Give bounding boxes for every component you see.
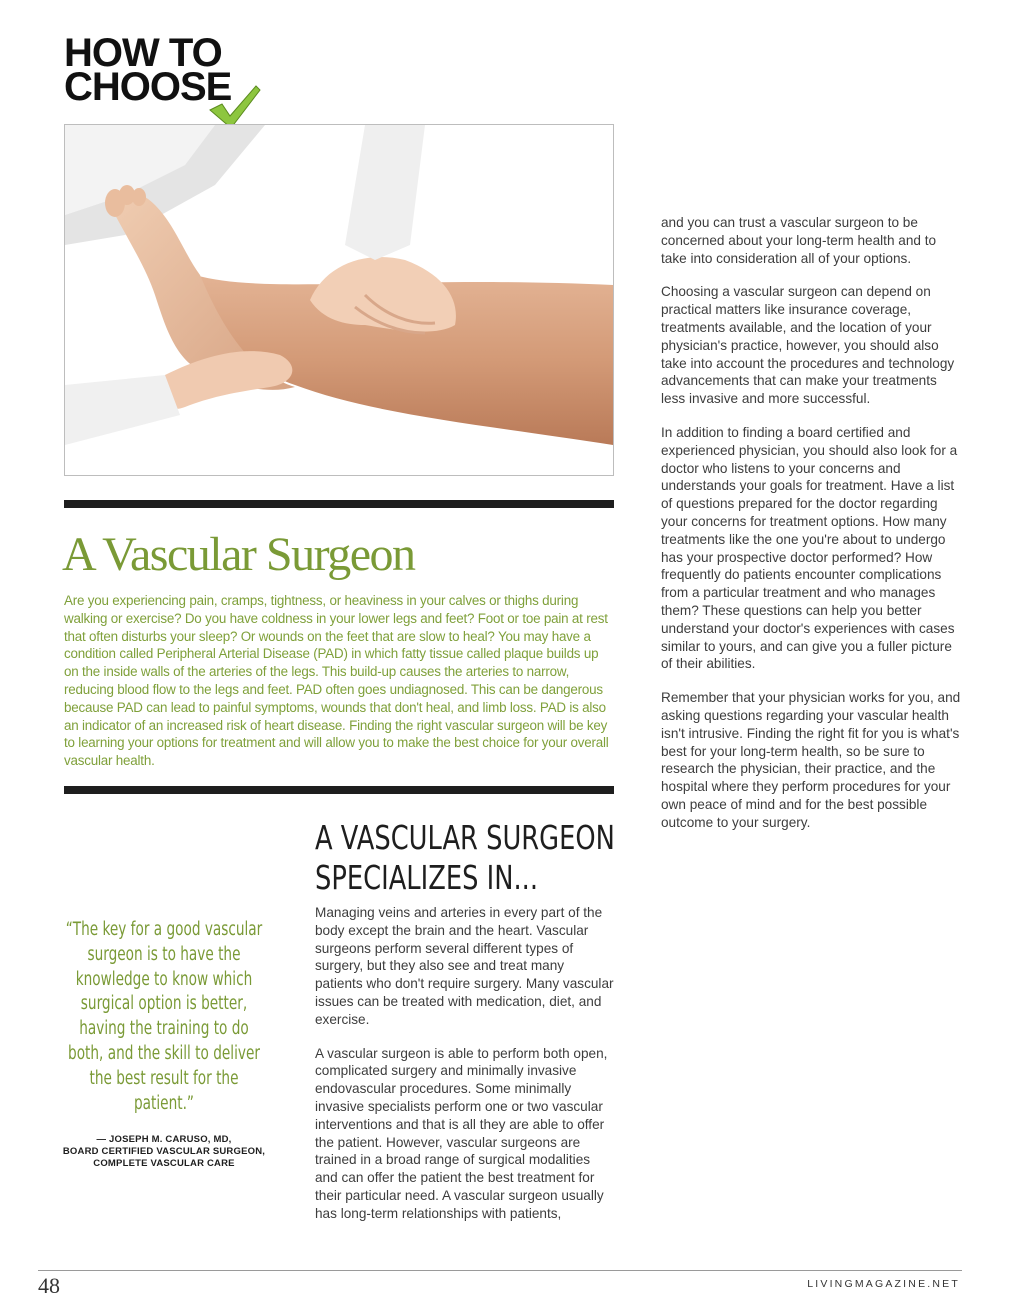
intro-paragraph: Are you experiencing pain, cramps, tightness, or heaviness in your calves or thighs during walking or exercise? Do you have coldness in your lower legs and feet? Foot or toe pain at rest that often disturbs your sleep? Or wounds on the feet that are slow to heal? You may have a condition called Peripheral Arterial Disease (PAD) in which fatty tissue called plaque builds up on the inside walls of the arteries of the legs. This build-up causes the arteries to narrow, reducing blood flow to the legs and feet. PAD often goes undiagnosed. This can be dangerous because PAD can lead to painful symptoms, wounds that don't heal, and limb loss. PAD is also an indicator of an increased risk of heart disease. Finding the right vascular surgeon will be key to learning your options for treatment and will allow you to make the best choice for your overall vascular health. <box>64 593 609 769</box>
photo-illustration <box>65 125 613 475</box>
bottom-divider <box>64 786 614 794</box>
site-url[interactable]: LIVINGMAGAZINE.NET <box>807 1278 960 1290</box>
body-paragraph: Remember that your physician works for you, and asking questions regarding your vascular health isn't intrusive. Finding the right fit for you is what's best for your long-term health, so be sure to research the physician, their practice, and the hospital where they perform procedures for your own peace of mind and for the best possible outcome to your surgery. <box>661 690 961 830</box>
footer-divider <box>38 1270 962 1271</box>
attribution-line: — JOSEPH M. CARUSO, MD, <box>96 1134 232 1145</box>
section-title <box>315 818 615 898</box>
section-title-line-1: A VASCULAR SURGEON <box>315 818 615 857</box>
body-paragraph: Choosing a vascular surgeon can depend on practical matters like insurance coverage, treatments available, and the location of your physician's practice, however, you should also take into account the procedures and technology advancements that can make your treatments less invasive and more successful. <box>661 284 955 407</box>
body-paragraph: and you can trust a vascular surgeon to be concerned about your long-term health and to take into consideration all of your options. <box>661 215 937 266</box>
logo-line-2: CHOOSE <box>64 65 232 109</box>
body-paragraph: Managing veins and arteries in every part of the body except the brain and the heart. Vascular surgeons perform several different types of surgery, but they also see and treat many patients who don't require surgery. Many vascular issues can be treated with medication, diet, and exercise. <box>315 905 614 1027</box>
top-divider <box>64 500 614 508</box>
leg-examination-photo <box>64 124 614 476</box>
section-title-line-2: SPECIALIZES IN... <box>315 858 539 897</box>
page-number: 48 <box>38 1273 60 1298</box>
middle-column <box>315 904 615 1239</box>
page-title: A Vascular Surgeon <box>62 528 415 581</box>
attribution-line: COMPLETE VASCULAR CARE <box>93 1158 235 1169</box>
attribution-line: BOARD CERTIFIED VASCULAR SURGEON, <box>62 1146 266 1157</box>
quote-attribution <box>60 1134 268 1170</box>
logo-line-1: HOW TO <box>64 31 222 75</box>
pull-quote <box>64 918 264 1116</box>
right-column <box>661 214 961 848</box>
how-to-choose-logo <box>64 31 304 109</box>
body-paragraph: In addition to finding a board certified and experienced physician, you should also look for a doctor who listens to your concerns and understands your goals for treatment. Have a list of questions prepared for the doctor regarding your concerns for treatment options. How many treatments like the one you're about to undergo has your prospective doctor performed? How frequently do patients encounter complications from a particular treatment and who manages them? These questions can help you better understand your doctor's experiences with cases similar to yours, and can give you a fuller picture of their abilities. <box>661 424 958 672</box>
body-paragraph: A vascular surgeon is able to perform both open, complicated surgery and minimally invasive endovascular procedures. Some minimally invasive specialists perform one or two vascular interventions and that is all they are able to offer the patient. However, vascular surgeons are trained in a broad range of surgical modalities and can offer the patient the best treatment for their particular need. A vascular surgeon usually has long-term relationships with patients, <box>315 1045 608 1221</box>
pull-quote-text: “The key for a good vascular surgeon is to have the knowledge to know which surgical option is better, having the training to do both, and the skill to deliver the best result for the patient.” <box>65 919 263 1114</box>
